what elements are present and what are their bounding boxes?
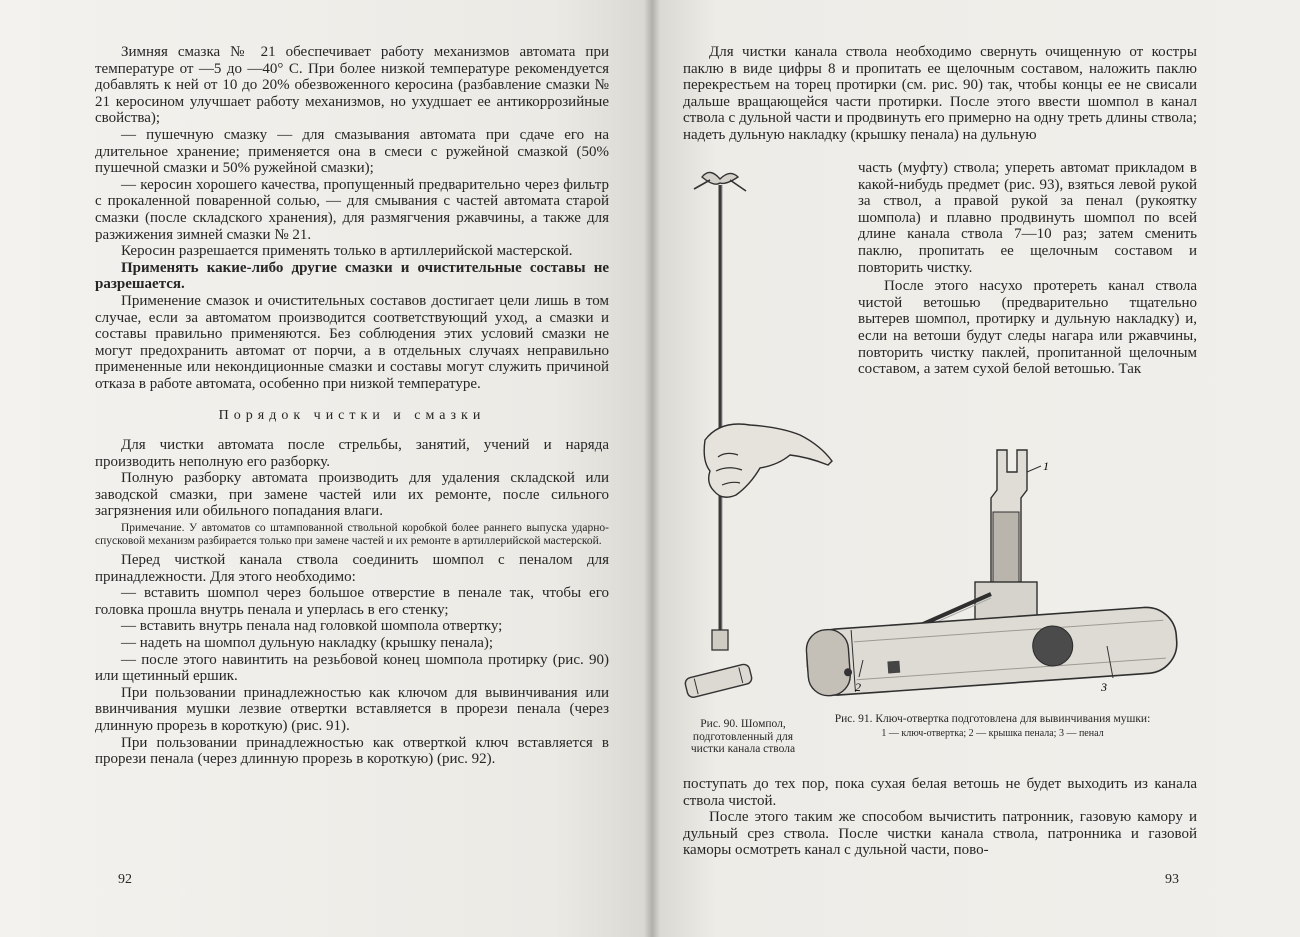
paragraph: — надеть на шомпол дульную накладку (крышку пенала); xyxy=(121,635,494,651)
paragraph: поступать до тех пор, пока сухая белая ветошь не будет выходить из канала ствола чистой. xyxy=(683,776,1197,809)
paragraph: Керосин разрешается применять только в артиллерийской мастерской. xyxy=(121,243,573,260)
right-text-top xyxy=(683,44,1197,144)
paragraph: После этого таким же способом вычистить патронник, газовую камору и дульный срез ствола. После чистки канала ствола, патронника и газовой каморы осмотреть канал с дульной части, пово- xyxy=(683,809,1197,859)
paragraph: Применение смазок и очистительных составов достигает цели лишь в том случае, если за автоматом производится соответствующий уход, а смазки и составы правильно применяются. Без соблюдения этих условий смазки не могут предохранить автомат от порчи, а в отдельных случаях неправильно примененные или некондиционные смазки и составы могут служить причиной отказа в работе автомата, особенно при низкой температуре. xyxy=(95,292,609,392)
note: Примечание. У автоматов со штампованной ствольной коробкой более раннего выпуска ударно-спусковой механизм разбирается только при замене частей и их ремонте в артиллерийской мастерской. xyxy=(95,522,609,548)
label-2: 2 xyxy=(855,680,861,694)
rod-swivel xyxy=(712,630,728,650)
paragraph: — после этого навинтить на резьбовой конец шомпола протирку (рис. 90) или щетинный ершик. xyxy=(95,651,609,685)
figure-91-key-screwdriver xyxy=(795,432,1195,712)
figure-90-caption: Рис. 90. Шомпол, подготовленный для чистки канала ствола xyxy=(690,718,796,755)
paragraph: часть (муфту) ствола; упереть автомат прикладом в какой-нибудь предмет (рис. 93), взяться левой рукой за ствол, а правой рукой за пенал (рукоятку шомпола) и плавно продвинуть шомпол по всей длине канала ствола 7—10 раз; затем сменить паклю, пропитать ее щелочным составом и повторить чистку. xyxy=(858,160,1197,276)
paragraph: Для чистки канала ствола необходимо свернуть очищенную от костры паклю в виде цифры 8 и пропитать ее щелочным составом, наложить паклю перекрестьем на торец протирки (см. рис. 90) так, чтобы концы ее не свисали дальше вращающейся части протирки. После этого ввести шомпол в канал ствола с дульной части и продвинуть его примерно на одну треть длины ствола; надеть дульную накладку (крышку пенала) на дульную xyxy=(683,44,1197,143)
paragraph: — керосин хорошего качества, пропущенный предварительно через фильтр с прокаленной поваренной солью, — для смывания с частей автомата старой смазки (после складского хранения), для размягчения ржавчины, а также для разжижения зимней смазки № 21. xyxy=(95,176,609,243)
case xyxy=(805,605,1179,697)
right-text-side xyxy=(858,160,1197,378)
paragraph: — пушечную смазку — для смазывания автомата при сдаче его на длительное хранение; применяется она в смеси с ружейной смазкой (50% пушечной смазки и 50% ружейной смазки); xyxy=(95,126,609,177)
paragraph: Полную разборку автомата производить для удаления складской или заводской смазки, при замене частей или их ремонте, после сильного загрязнения или обильного попадания влаги. xyxy=(95,470,609,520)
leader-line-1 xyxy=(1027,466,1041,472)
paragraph: При пользовании принадлежностью как ключом для вывинчивания или ввинчивания мушки лезвие отвертки вставляется в прорези пенала (через длинную прорезь в короткую) (рис. 91). xyxy=(95,684,609,734)
paragraph: Зимняя смазка № 21 обеспечивает работу механизмов автомата при температуре от —5 до —40° С. При более низкой температуре рекомендуется добавлять к ней от 10 до 20% обезвоженного керосина (разбавление смазки № 21 керосином улучшает работу механизмов, но ухудшает ее антикоррозийные свойства); xyxy=(95,44,609,127)
book-gutter xyxy=(644,0,660,937)
figure-91-legend: 1 — ключ-отвертка; 2 — крышка пенала; 3 — пенал xyxy=(881,727,1104,739)
paragraph: Для чистки автомата после стрельбы, занятий, учений и наряда производить неполную его разборку. xyxy=(95,437,609,470)
label-3: 3 xyxy=(1101,680,1107,694)
paragraph: — вставить шомпол через большое отверстие в пенале так, чтобы его головка прошла внутрь пенала и уперлась в его стенку; xyxy=(95,585,609,618)
label-1: 1 xyxy=(1043,459,1049,473)
paragraph: — вставить внутрь пенала над головкой шомпола отвертку; xyxy=(121,618,503,635)
right-text-bottom xyxy=(683,776,1197,859)
rod-handle xyxy=(684,663,753,698)
paragraph: При пользовании принадлежностью как отверткой ключ вставляется в прорези пенала (через длинную прорезь в короткую) (рис. 92). xyxy=(95,734,609,768)
left-text-column xyxy=(95,44,609,768)
section-heading: Порядок чистки и смазки xyxy=(218,408,486,424)
page-number-right: 93 xyxy=(1165,872,1179,887)
key-shade xyxy=(993,512,1019,582)
page-number-left: 92 xyxy=(118,872,132,887)
paragraph: После этого насухо протереть канал ствола чистой ветошью (предварительно тщательно вытерев шомпол, протирку и дульную накладку) и, если на ветоши будут следы нагара или ржавчины, повторить чистку паклей, пропитанной щелочным составом, а затем сухой белой ветошью. Так xyxy=(858,278,1197,378)
figure-91-caption: Рис. 91. Ключ-отвертка подготовлена для вывинчивания мушки: xyxy=(834,713,1151,725)
paragraph-bold: Применять какие-либо другие смазки и очистительные составы не разрешается. xyxy=(95,259,609,293)
figure-91-caption-block xyxy=(820,713,1165,740)
paragraph: Перед чисткой канала ствола соединить шомпол с пеналом для принадлежности. Для этого необходимо: xyxy=(95,552,609,585)
